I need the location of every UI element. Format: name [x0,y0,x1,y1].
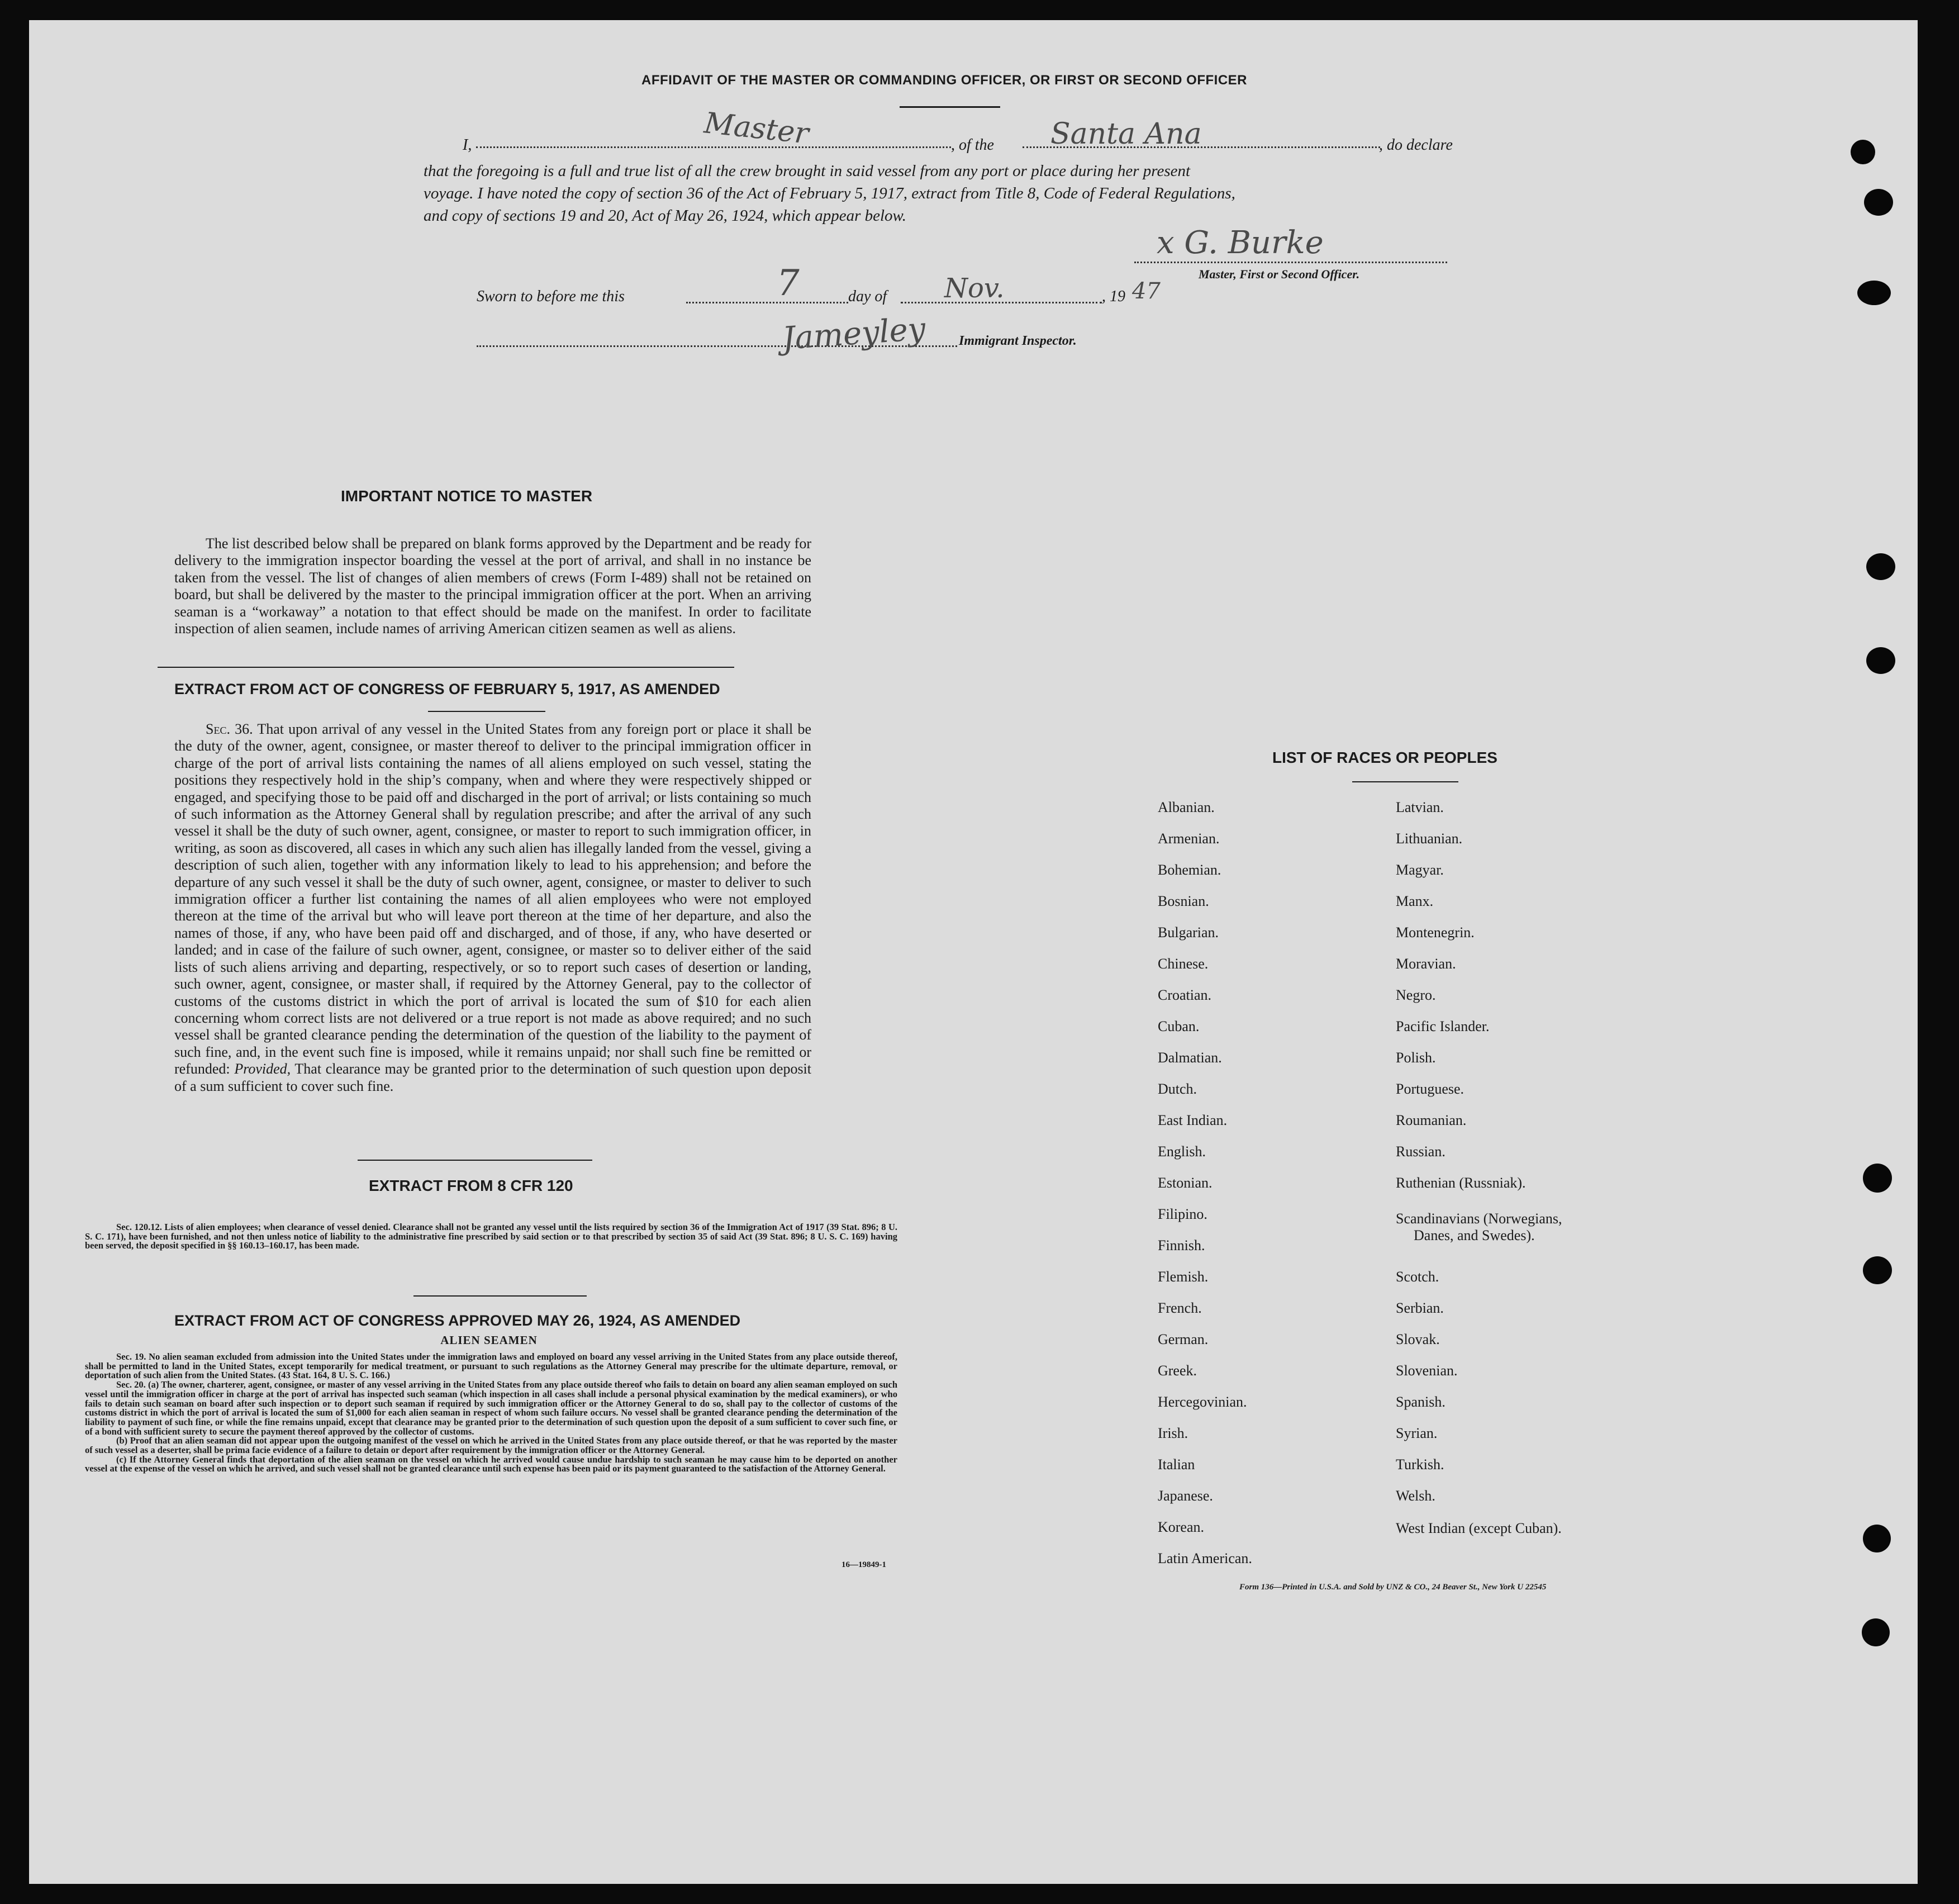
sec-36-label: Sec. 36. [206,721,253,737]
punch-hole [1863,1256,1892,1284]
signature-caption: Master, First or Second Officer. [1199,267,1360,281]
alien-seamen-subtitle: ALIEN SEAMEN [440,1333,538,1347]
race-item: Filipino. [1158,1206,1207,1222]
extract-1917-divider [428,711,545,712]
race-item: English. [1158,1143,1206,1160]
section-divider [158,667,734,668]
sworn-label: Sworn to before me this [477,288,625,305]
do-declare-label: , do declare [1379,136,1453,154]
handwritten-vessel-name: Santa Ana [1050,117,1202,151]
race-item: Dutch. [1158,1081,1197,1097]
race-item: Albanian. [1158,799,1215,815]
handwritten-master-signature: x G. Burke [1157,225,1324,261]
race-item: Negro. [1396,987,1436,1003]
notice-paragraph: The list described below shall be prepared on blank forms approved by the Department and be ready for delivery to the immigration inspector boarding the vessel at the port of arrival, and shall in no instance be taken from the vessel. The list of changes of alien members of crews (Form I-489) shall not be retained on board, but shall be delivered by the master to the principal immigration officer at the port. When an arriving seaman is a “workaway” a notation to that effect should be made on the manifest. In order to facilitate inspection of alien seamen, include names of arriving American citizen seamen as well as aliens. [174,535,811,637]
affidavit-body-line-1: that the foregoing is a full and true list of all the crew brought in said vessel from any port or place during her present [424,162,1191,180]
race-item: Korean. [1158,1519,1205,1535]
race-item: Slovak. [1396,1331,1440,1347]
extract-1917-title: EXTRACT FROM ACT OF CONGRESS OF FEBRUARY 5, 1917, AS AMENDED [174,681,720,697]
handwritten-year: 47 [1132,278,1161,304]
race-item: Moravian. [1396,956,1456,972]
race-item: Roumanian. [1396,1112,1467,1128]
race-item: Bohemian. [1158,862,1221,878]
race-item: Hercegovinian. [1158,1394,1247,1410]
race-item: Montenegrin. [1396,924,1475,941]
provided-word: Provided, [234,1061,291,1077]
signature-blank [1134,262,1447,263]
sec-20a: Sec. 20. (a) The owner, charterer, agent, consignee, or master of any vessel arriving in the United States from any place outside thereof who fails to detain on board any alien seaman employed on such vessel until the immigration officer in charge at the port of arrival has inspected such seaman (which inspection in all cases shall include a personal physical examination by the medical examiners), or who fails to detain such seaman on board after such inspection or to deport such seaman if required by such immigration officer or the Attorney General to do so, shall pay to the collector of customs of the customs district in which the port of arrival is located the sum of $1,000 for each alien seaman in respect of whom such failure occurs. No vessel shall be granted clearance pending the determination of the liability to payment of such fine, or while the fine remains unpaid, except that clearance may be granted prior to the determination of such question upon the deposit of a sum sufficient to cover such fine, or of a bond with sufficient surety to secure the payment thereof approved by the collector of customs. [85,1379,897,1437]
race-item: Finnish. [1158,1237,1205,1253]
race-item: French. [1158,1300,1202,1316]
extract-1924-text [85,1352,897,1474]
sec-20c: (c) If the Attorney General finds that deportation of the alien seaman on the vessel on which he arrived would cause undue hardship to such seaman he may cause him to be deported on another vessel at the expense of the vessel on which he arrived, and such vessel shall not be granted clearance until such expense has been paid or its payment guaranteed to the satisfaction of the Attorney General. [85,1454,897,1474]
notice-text [174,535,811,637]
race-item: Welsh. [1396,1488,1435,1504]
race-item: Japanese. [1158,1488,1213,1504]
race-item: Latvian. [1396,799,1444,815]
race-item: Chinese. [1158,956,1209,972]
day-blank [686,302,848,303]
master-blank [476,146,951,148]
race-item: Lithuanian. [1396,830,1463,847]
cfr-title: EXTRACT FROM 8 CFR 120 [369,1177,573,1194]
race-item: Scotch. [1396,1269,1439,1285]
races-divider [1352,781,1458,782]
extract-1924-divider [413,1295,587,1297]
title-divider [900,106,1000,108]
affidavit-body-line-2: voyage. I have noted the copy of section 36 of the Act of February 5, 1917, extract from Title 8, Code of Federal Regulations, [424,184,1235,202]
sec-36-proviso: That clearance may be granted prior to the determination of such question upon deposit of a sum sufficient to cover such fine. [174,1061,812,1094]
affidavit-title: AFFIDAVIT OF THE MASTER OR COMMANDING OFFICER, OR FIRST OR SECOND OFFICER [641,73,1248,88]
handwritten-month: Nov. [944,273,1005,304]
race-item: Croatian. [1158,987,1212,1003]
race-item: Serbian. [1396,1300,1444,1316]
race-item: Cuban. [1158,1018,1200,1034]
race-item: Estonian. [1158,1175,1213,1191]
race-item: Flemish. [1158,1269,1209,1285]
race-item: Slovenian. [1396,1362,1458,1379]
race-item: Latin American. [1158,1550,1252,1566]
cfr-divider-top [358,1160,592,1161]
punch-hole [1863,1525,1891,1552]
race-item: Magyar. [1396,862,1444,878]
inspector-caption: Immigrant Inspector. [959,334,1077,348]
handwritten-master: Master [702,106,811,151]
race-item: Bulgarian. [1158,924,1219,941]
race-item: Polish. [1396,1050,1436,1066]
race-item: West Indian (except Cuban). [1396,1520,1562,1536]
race-item: East Indian. [1158,1112,1228,1128]
printer-imprint: Form 136—Printed in U.S.A. and Sold by UNZ & CO., 24 Beaver St., New York U 22545 [1239,1583,1547,1592]
race-item: Ruthenian (Russniak). [1396,1175,1526,1191]
cfr-text [85,1223,897,1251]
extract-1924-title: EXTRACT FROM ACT OF CONGRESS APPROVED MAY 26, 1924, AS AMENDED [174,1312,741,1329]
race-item: Spanish. [1396,1394,1446,1410]
sec-120-12: Sec. 120.12. Lists of alien employees; when clearance of vessel denied. Clearance shall not be granted any vessel until the lists required by section 36 of the Immigration Act of 1917 (39 Stat. 896; 8 U. S. C. 171), have been furnished, and not then unless notice of liability to the administrative fine prescribed by said section or to that prescribed by section 35 of said Act (39 Stat. 896; 8 U. S. C. 169) having been served, the deposit specified in §§ 160.13–160.17, has been made. [85,1222,897,1251]
race-item: Manx. [1396,893,1434,909]
punch-hole [1866,553,1895,580]
race-item: Pacific Islander. [1396,1018,1490,1034]
races-title: LIST OF RACES OR PEOPLES [1272,749,1497,766]
punch-hole [1857,281,1891,305]
race-item: Irish. [1158,1425,1188,1441]
race-item: Greek. [1158,1362,1197,1379]
punch-hole [1866,647,1895,674]
sec-36-text [174,721,811,1095]
race-item: Bosnian. [1158,893,1209,909]
affidavit-i-label: I, [463,136,472,154]
race-item: Dalmatian. [1158,1050,1222,1066]
handwritten-day: 7 [777,263,800,304]
race-item: Portuguese. [1396,1081,1465,1097]
punch-hole [1851,140,1875,164]
race-item: Armenian. [1158,830,1220,847]
punch-hole [1864,189,1893,216]
handwritten-inspector-signature: Jameyley [781,311,927,357]
day-of-label: day of [848,288,887,305]
sec-20b: (b) Proof that an alien seaman did not appear upon the outgoing manifest of the vessel on which he arrived in the United States from any place outside thereof, or that he was reported by the master of such vessel as a deserter, shall be prima facie evidence of a failure to detain or deport after requirement by the immigration officer or the Attorney General. [85,1435,897,1456]
punch-hole [1863,1164,1892,1193]
race-item: Syrian. [1396,1425,1438,1441]
race-item: Italian [1158,1456,1195,1473]
notice-title: IMPORTANT NOTICE TO MASTER [341,487,593,505]
affidavit-body-line-3: and copy of sections 19 and 20, Act of May 26, 1924, which appear below. [424,207,906,225]
punch-hole [1862,1618,1890,1646]
race-item: Russian. [1396,1143,1446,1160]
year-prefix-label: , 19 [1102,288,1125,305]
race-item: Danes, and Swedes). [1414,1227,1535,1243]
sec-19: Sec. 19. No alien seaman excluded from admission into the United States under the immigration laws and employed on board any vessel arriving in the United States from any place outside thereof, shall be permitted to land in the United States, except temporarily for medical treatment, or pursuant to such regulations as the Attorney General may prescribe for the ultimate departure, removal, or deportation of such alien from the United States. (43 Stat. 164, 8 U. S. C. 166.) [85,1351,897,1381]
sec-36-body: That upon arrival of any vessel in the United States from any foreign port or place it shall be the duty of the owner, agent, consignee, or master thereof to deliver to the principal immigration officer in charge of the port of arrival lists containing the names of all aliens employed on such vessel, stating the positions they respectively hold in the ship’s company, when and where they were respectively shipped or engaged, and specifying those to be paid off and discharged in the port of arrival; or lists containing so much of such information as the Attorney General shall by regulation prescribe; and after the arrival of any such vessel it shall be the duty of such owner, agent, consignee, or master to report to such immigration officer, in writing, as soon as discovered, all cases in which any such alien has illegally landed from the vessel, giving a description of such alien, together with any information likely to lead to his apprehension; and before the departure of any such vessel it shall be the duty of such owner, agent, consignee, or master to deliver to such immigration officer a further list containing the names of all alien employees who were not employed thereon at the time of the arrival but who will leave port thereon at the time of her departure, and also the names of those, if any, who have been paid off and discharged, and of those, if any, who have deserted or landed; and in case of the failure of such owner, agent, consignee, or master so to deliver either of the said lists of such aliens arriving and departing, respectively, or so to report such cases of desertion or landing, such owner, agent, consignee, or master shall, if required by the Attorney General, pay to the collector of customs of the customs district in which the port of arrival is located the sum of $10 for each alien concerning whom correct lists are not delivered or a true report is not made as above required; and no such vessel shall be granted clearance pending the determination of the question of the liability to the payment of such fine, and, in the event such fine is imposed, while it remains unpaid; nor shall such fine be remitted or refunded: [174,721,811,1077]
form-number: 16—19849-1 [841,1560,886,1569]
race-item: German. [1158,1331,1209,1347]
race-item: Turkish. [1396,1456,1444,1473]
race-item: Scandinavians (Norwegians, [1396,1210,1562,1227]
of-the-label: , of the [951,136,994,154]
